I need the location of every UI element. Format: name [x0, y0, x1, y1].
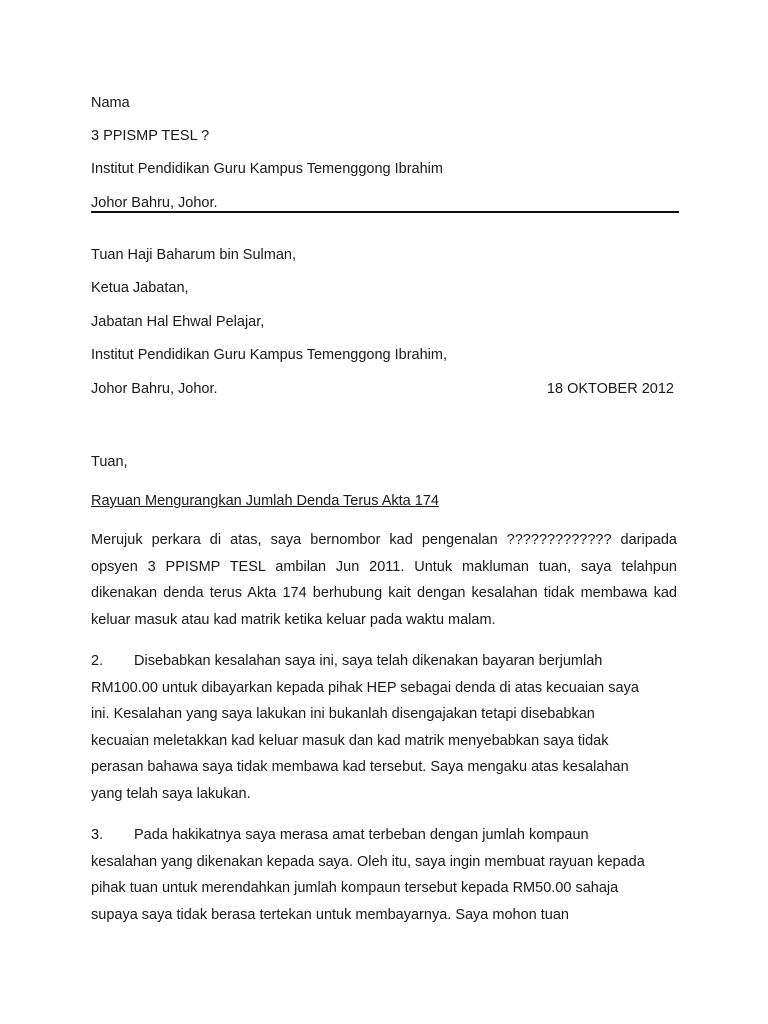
paragraph-line: pihak tuan untuk merendahkan jumlah kompaun tersebut kepada RM50.00 sahaja — [91, 880, 619, 897]
paragraph-number: 3. — [91, 827, 104, 843]
recipient-name: Tuan Haji Baharum bin Sulman, — [91, 247, 296, 263]
paragraph-line: Pada hakikatnya saya merasa amat terbeban dengan jumlah kompaun — [134, 827, 589, 843]
sender-city: Johor Bahru, Johor. — [91, 195, 218, 211]
paragraph-line: supaya saya tidak berasa tertekan untuk membayarnya. Saya mohon tuan — [91, 906, 569, 923]
recipient-department: Jabatan Hal Ehwal Pelajar, — [91, 314, 265, 330]
recipient-city: Johor Bahru, Johor. — [91, 381, 218, 397]
sender-institution: Institut Pendidikan Guru Kampus Temenggong Ibrahim — [91, 161, 443, 177]
paragraph-line: perasan bahawa saya tidak membawa kad tersebut. Saya mengaku atas kesalahan — [91, 759, 629, 776]
letter-date: 18 OKTOBER 2012 — [546, 381, 674, 397]
paragraph-line: yang telah saya lakukan. — [91, 785, 251, 802]
paragraph-1 — [91, 527, 677, 633]
paragraph-line: Merujuk perkara di atas, saya bernombor kad pengenalan ????????????? daripada — [91, 532, 677, 548]
sender-name: Nama — [91, 95, 130, 111]
paragraph-line: dikenakan denda terus Akta 174 berhubung kait dengan kesalahan tidak membawa kad — [91, 585, 677, 602]
paragraph-number: 2. — [91, 653, 104, 669]
salutation: Tuan, — [91, 454, 128, 470]
recipient-institution: Institut Pendidikan Guru Kampus Temenggong Ibrahim, — [91, 347, 447, 363]
paragraph-3 — [91, 822, 677, 928]
paragraph-line: opsyen 3 PPISMP TESL ambilan Jun 2011. Untuk makluman tuan, saya telahpun — [91, 558, 677, 575]
paragraph-line: kesalahan yang dikenakan kepada saya. Oleh itu, saya ingin membuat rayuan kepada — [91, 853, 645, 870]
paragraph-line: Disebabkan kesalahan saya ini, saya telah dikenakan bayaran berjumlah — [134, 653, 603, 669]
subject-line: Rayuan Mengurangkan Jumlah Denda Terus Akta 174 — [91, 493, 439, 509]
paragraph-line: ini. Kesalahan yang saya lakukan ini bukanlah disengajakan tetapi disebabkan — [91, 706, 595, 723]
recipient-title: Ketua Jabatan, — [91, 280, 189, 296]
paragraph-2 — [91, 648, 677, 808]
paragraph-line: keluar masuk atau kad matrik ketika keluar pada waktu malam. — [91, 611, 496, 628]
sender-class: 3 PPISMP TESL ? — [91, 128, 210, 144]
header-divider — [91, 211, 679, 213]
paragraph-line: RM100.00 untuk dibayarkan kepada pihak HEP sebagai denda di atas kecuaian saya — [91, 679, 639, 696]
paragraph-line: kecuaian meletakkan kad keluar masuk dan kad matrik menyebabkan saya tidak — [91, 732, 609, 749]
